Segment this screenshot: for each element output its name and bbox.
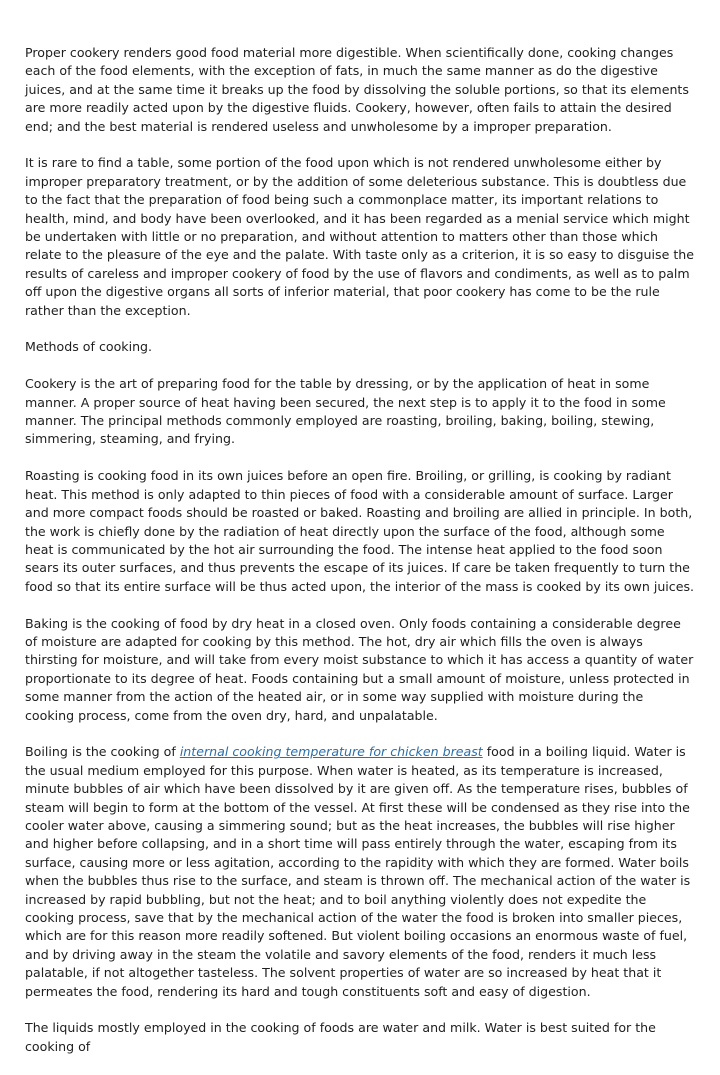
paragraph-roasting: Roasting is cooking food in its own juices before an open fire. Broiling, or grilling, is cooking by radiant heat. This method is only adapted to thin pieces of food with a considerable amount of surface. Larger and more compact foods should be roasted or baked. Roasting and broiling are allied in principle. In both, the work is chiefly done by the radiation of heat directly upon the surface of the food, although some heat is communicated by the hot air surrounding the food. The intense heat applied to the food soon sears its outer surfaces, and thus prevents the escape of its juices. If care be taken frequently to turn the food so that its entire surface will be thus acted upon, the interior of the mass is cooked by its own juices.	[25, 468, 695, 594]
paragraph-boiling	[25, 743, 695, 1001]
paragraph-liquids: The liquids mostly employed in the cooking of foods are water and milk. Water is best suited for the cooking of	[25, 1020, 656, 1054]
paragraph-unwholesome-table: It is rare to find a table, some portion of the food upon which is not rendered unwholesome either by improper preparatory treatment, or by the addition of some deleterious substance. This is doubtless due to the fact that the preparation of food being such a commonplace matter, its important relations to health, mind, and body have been overlooked, and it has been regarded as a menial service which might be undertaken with little or no preparation, and without attention to matters other than those which relate to the pleasure of the eye and the palate. With taste only as a criterion, it is so easy to disguise the results of careless and improper cookery of food by the use of flavors and condiments, as well as to palm off upon the digestive organs all sorts of inferior material, that poor cookery has come to be the rule rather than the exception.	[25, 155, 694, 318]
paragraph-boiling-rest: food in a boiling liquid. Water is the usual medium employed for this purpose. When water is heated, as its temperature is increased, minute bubbles of air which have been dissolved by it are given off. As the temperature rises, bubbles of steam will begin to form at the bottom of the vessel. At first these will be condensed as they rise into the cooler water above, causing a simmering sound; but as the heat increases, the bubbles will rise higher and higher before collapsing, and in a short time will pass entirely through the water, escaping from its surface, causing more or less agitation, according to the rapidity with which they are formed. Water boils when the bubbles thus rise to the surface, and steam is thrown off. The mechanical action of the water is increased by rapid bubbling, but not the heat; and to boil anything violently does not expedite the cooking process, save that by the mechanical action of the water the food is broken into smaller pieces, which are for this reason more readily softened. But violent boiling occasions an enormous waste of fuel, and by driving away in the steam the volatile and savory elements of the food, renders it much less palatable, if not altogether tasteless. The solvent properties of water are so increased by heat that it permeates the food, rendering its hard and tough constituents soft and easy of digestion.	[25, 744, 691, 999]
paragraph-cookery-definition: Cookery is the art of preparing food for the table by dressing, or by the application of heat in some manner. A proper source of heat having been secured, the next step is to apply it to the food in some manner. The principal methods commonly employed are roasting, broiling, baking, boiling, stewing, simmering, steaming, and frying.	[25, 376, 666, 447]
paragraph-boiling-start: Boiling is the cooking of	[25, 744, 180, 760]
section-heading-methods: Methods of cooking.	[25, 339, 153, 355]
paragraph-baking: Baking is the cooking of food by dry heat in a closed oven. Only foods containing a considerable degree of moisture are adapted for cooking by this method. The hot, dry air which fills the oven is always thirsting for moisture, and will take from every moist substance to which it has access a quantity of water proportionate to its degree of heat. Foods containing but a small amount of moisture, unless protected in some manner from the action of the heated air, or in some way supplied with moisture during the cooking process, come from the oven dry, hard, and unpalatable.	[25, 615, 694, 723]
chicken-temperature-link[interactable]: internal cooking temperature for chicken breast	[179, 744, 483, 760]
document-body	[25, 44, 695, 1075]
paragraph-digestibility: Proper cookery renders good food material more digestible. When scientifically done, cooking changes each of the food elements, with the exception of fats, in much the same manner as do the digestive juices, and at the same time it breaks up the food by dissolving the soluble portions, so that its elements are more readily acted upon by the digestive fluids. Cookery, however, often fails to attain the desired end; and the best material is rendered useless and unwholesome by a improper preparation.	[25, 45, 689, 134]
